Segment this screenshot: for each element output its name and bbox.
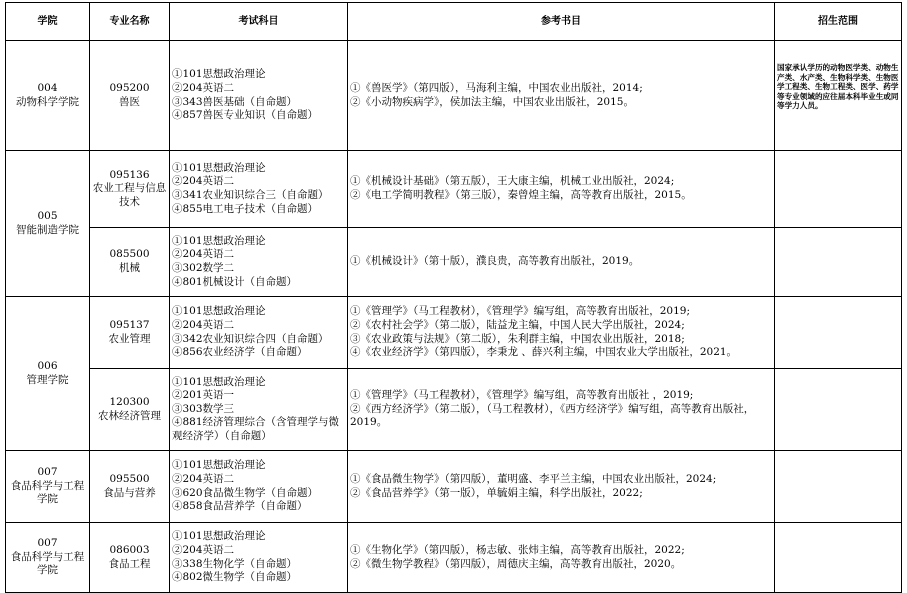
subject-item: ③338生物化学（自命题） [172, 557, 298, 570]
major-code: 120300 [109, 395, 150, 408]
subject-item: ①101思想政治理论 [172, 459, 266, 472]
subjects-cell [170, 369, 348, 451]
scope-cell [775, 228, 902, 297]
college-name: 食品科学与工程学院 [10, 550, 85, 577]
major-name: 食品工程 [108, 557, 151, 570]
college-cell [6, 297, 90, 451]
book-item: ①《管理学》（马工程教材），《管理学》编写组，高等教育出版社 ，2019; [350, 389, 694, 402]
subject-item: ④857兽医专业知识（自命题） [172, 109, 319, 122]
college-code: 006 [37, 359, 58, 372]
table-row [6, 297, 902, 369]
header-books: 参考书目 [348, 3, 775, 41]
books-cell [348, 228, 775, 297]
subjects-cell [170, 41, 348, 151]
college-cell [6, 41, 90, 151]
college-name: 智能制造学院 [16, 223, 79, 236]
table-row [6, 523, 902, 593]
books-cell [348, 451, 775, 523]
book-item: ①《兽医学》（第四版），马海利主编，中国农业出版社，2014; [350, 81, 643, 94]
major-name: 农业管理 [108, 332, 151, 345]
subject-item: ④881经济管理综合（含管理学与微观经济学）（自命题） [172, 416, 340, 442]
table-row [6, 451, 902, 523]
subject-item: ①101思想政治理论 [172, 375, 266, 388]
major-code: 095137 [109, 318, 150, 331]
subjects-cell [170, 228, 348, 297]
major-code: 095500 [109, 472, 150, 485]
enrollment-table [5, 2, 902, 593]
book-item: ②《微生物学教程》（第四版），周德庆主编，高等教育出版社，2020。 [350, 557, 682, 570]
books-cell [348, 297, 775, 369]
header-row [6, 3, 902, 41]
subject-item: ④858食品营养学（自命题） [172, 500, 308, 513]
subject-item: ②201英语一 [172, 389, 235, 402]
major-cell [90, 523, 170, 593]
major-cell [90, 297, 170, 369]
scope-cell [775, 451, 902, 523]
header-major: 专业名称 [90, 3, 170, 41]
subject-item: ③620食品微生物学（自命题） [172, 486, 319, 499]
book-item: ②《电工学简明教程》（第三版），秦曾煌主编，高等教育出版社，2015。 [350, 189, 692, 201]
college-name: 食品科学与工程学院 [10, 479, 85, 506]
table-row [6, 41, 902, 151]
table-row [6, 228, 902, 297]
book-item: ②《农村社会学》（第二版），陆益龙主编，中国人民大学出版社，2024; [350, 318, 685, 331]
book-item: ①《机械设计》（第十版），濮良贵，高等教育出版社，2019。 [350, 255, 640, 268]
books-cell [348, 523, 775, 593]
college-code: 007 [37, 466, 58, 479]
subject-item: ①101思想政治理论 [172, 161, 266, 174]
table-row [6, 369, 902, 451]
major-code: 085500 [109, 248, 150, 261]
books-cell [348, 151, 775, 228]
subject-item: ④855电工电子技术（自命题） [172, 202, 319, 215]
major-name: 农业工程与信息技术 [92, 182, 167, 208]
major-name: 农林经济管理 [98, 409, 161, 422]
subject-item: ④802微生物学（自命题） [172, 571, 298, 584]
major-cell [90, 369, 170, 451]
major-code: 095136 [109, 168, 150, 181]
major-name: 机械 [119, 262, 140, 274]
subject-item: ②204英语二 [172, 248, 235, 261]
subject-item: ②204英语二 [172, 81, 235, 94]
subject-item: ③341农业知识综合三（自命题） [172, 189, 329, 201]
scope-cell [775, 151, 902, 228]
subject-item: ①101思想政治理论 [172, 305, 266, 318]
subject-item: ③302数学二 [172, 262, 235, 274]
book-item: ②《西方经济学》（第二版），（马工程教材），《西方经济学》编写组，高等教育出版社，2019。 [350, 402, 755, 429]
subject-item: ④856农业经济学（自命题） [172, 346, 308, 359]
book-item: ①《管理学》（马工程教材），《管理学》编写组，高等教育出版社，2019; [350, 305, 691, 318]
books-cell [348, 41, 775, 151]
scope-text: 国家承认学历的动物医学类、动物生产类、水产类、生物科学类、生物医学工程类、生物工程类、医学、药学等专业领域的应往届本科毕业生或同等学力人员。 [777, 63, 899, 111]
subject-item: ②204英语二 [172, 472, 235, 485]
subject-item: ②204英语二 [172, 543, 235, 556]
subject-item: ②204英语二 [172, 318, 235, 331]
college-cell [6, 151, 90, 297]
major-cell [90, 228, 170, 297]
subjects-cell [170, 151, 348, 228]
scope-cell [775, 297, 902, 369]
book-item: ①《生物化学》（第四版），杨志敏、张炜主编，高等教育出版社，2022; [350, 543, 685, 556]
subjects-cell [170, 523, 348, 593]
subject-item: ④801机械设计（自命题） [172, 275, 298, 288]
subject-item: ③342农业知识综合四（自命题） [172, 332, 329, 345]
major-name: 食品与营养 [103, 486, 156, 499]
major-code: 086003 [109, 543, 150, 556]
header-scope: 招生范围 [775, 3, 902, 41]
book-item: ④《农业经济学》（第四版），李秉龙 、薛兴利主编，中国农业大学出版社，2021。 [350, 346, 738, 359]
subject-item: ③303数学三 [172, 402, 235, 415]
college-code: 005 [37, 209, 58, 222]
subjects-cell [170, 451, 348, 523]
college-cell [6, 451, 90, 523]
college-code: 004 [37, 81, 58, 94]
college-name: 管理学院 [26, 373, 69, 386]
scope-cell [775, 41, 902, 151]
header-subjects: 考试科目 [170, 3, 348, 41]
subject-item: ③343兽医基础（自命题） [172, 95, 298, 108]
book-item: ②《食品营养学》（第一版），单毓娟主编，科学出版社，2022; [350, 486, 643, 499]
scope-cell [775, 369, 902, 451]
book-item: ①《机械设计基础》（第五版），王大康主编，机械工业出版社，2024; [350, 175, 675, 188]
header-college: 学院 [6, 3, 90, 41]
table-row [6, 151, 902, 228]
subjects-cell [170, 297, 348, 369]
books-cell [348, 369, 775, 451]
book-item: ③《农业政策与法规》（第二版），朱利群主编，中国农业出版社，2018; [350, 332, 685, 345]
scope-cell [775, 523, 902, 593]
subject-item: ②204英语二 [172, 175, 235, 188]
book-item: ①《食品微生物学》（第四版），董明盛、李平兰主编，中国农业出版社，2024; [350, 472, 717, 485]
major-code: 095200 [109, 81, 150, 94]
book-item: ②《小动物疾病学》，侯加法主编，中国农业出版社，2015。 [350, 95, 634, 108]
major-name: 兽医 [119, 95, 140, 108]
major-cell [90, 151, 170, 228]
major-cell [90, 451, 170, 523]
college-cell [6, 523, 90, 593]
college-name: 动物科学学院 [16, 95, 79, 108]
major-cell [90, 41, 170, 151]
subject-item: ①101思想政治理论 [172, 234, 266, 247]
college-code: 007 [37, 537, 58, 550]
subject-item: ①101思想政治理论 [172, 530, 266, 543]
subject-item: ①101思想政治理论 [172, 68, 266, 81]
